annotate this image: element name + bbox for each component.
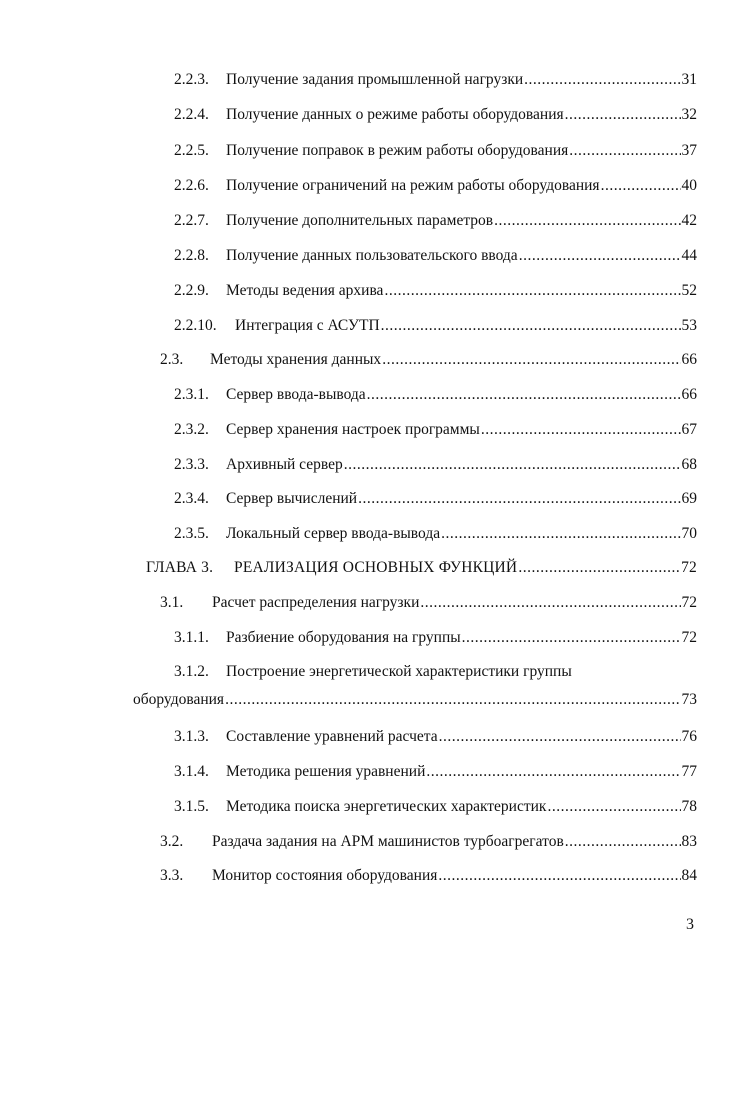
toc-leader-dots [462,628,681,648]
toc-entry-number: 3.1.5. [174,798,209,815]
toc-leader-dots [420,593,680,613]
toc-entry [160,866,697,886]
toc-leader-dots [344,455,681,475]
toc-entry-title: Методика решения уравнений [226,763,426,780]
toc-entry [174,176,697,196]
toc-entry-number: 2.2.8. [174,247,209,264]
toc-entry-page: 37 [681,142,697,159]
toc-entry [174,281,697,301]
toc-entry-page: 40 [681,177,697,194]
toc-leader-dots [524,70,680,90]
toc-leader-dots [481,420,681,440]
toc-leader-dots [381,316,681,336]
toc-entry [160,593,697,613]
toc-entry-number: 2.3.3. [174,456,209,473]
toc-entry [174,420,697,440]
toc-entry-page: 52 [681,282,697,299]
toc-entry [174,316,697,336]
toc-leader-dots [569,141,680,161]
toc-entry-number: 2.3.5. [174,525,209,542]
toc-leader-dots [358,489,680,509]
toc-entry-number: 3.1.1. [174,629,209,646]
toc-entry-number: 2.2.5. [174,142,209,159]
toc-entry-page: 66 [681,351,697,368]
toc-entry-page: 72 [681,559,697,576]
toc-entry-title: Получение ограничений на режим работы оборудования [226,177,600,194]
toc-entry-page: 84 [681,867,697,884]
toc-entry-page: 32 [681,106,697,123]
toc-leader-dots [601,176,681,196]
toc-entry [174,797,697,817]
toc-entry-number: 3.3. [160,867,184,884]
toc-leader-dots [225,690,680,710]
toc-entry-page: 73 [681,691,697,708]
toc-entry-title: Сервер хранения настроек программы [226,421,480,438]
toc-entry-title: Методы хранения данных [210,351,382,368]
toc-entry-title: Расчет распределения нагрузки [212,594,420,611]
toc-entry [174,141,697,161]
toc-entry [174,455,697,475]
toc-entry-page: 83 [681,833,697,850]
toc-entry-title: Получение поправок в режим работы оборудования [226,142,569,159]
toc-entry-title: Интеграция с АСУТП [235,317,380,334]
toc-entry-number: 3.2. [160,833,184,850]
toc-entry-title: Составление уравнений расчета [226,728,438,745]
toc-leader-dots [384,281,680,301]
toc-leader-dots [494,211,680,231]
toc-entry [174,762,697,782]
toc-entry-title: Построение энергетической характеристики группы [226,663,572,680]
toc-leader-dots [382,350,680,370]
toc-leader-dots [439,727,681,747]
toc-entry [160,350,697,370]
toc-entry [174,385,697,405]
page-number: 3 [686,916,694,933]
toc-entry-title: Получение задания промышленной нагрузки [226,71,524,88]
toc-entry-number: 2.2.10. [174,317,217,334]
toc-entry-page: 70 [681,525,697,542]
toc-entry-title: Методика поиска энергетических характеристик [226,798,547,815]
toc-entry-title: Сервер ввода-вывода [226,386,366,403]
toc-entry-number: ГЛАВА 3. [146,559,214,576]
toc-entry-title: Получение дополнительных параметров [226,212,494,229]
toc-entry-number: 3.1.4. [174,763,209,780]
toc-entry [174,246,697,266]
toc-entry-page: 69 [681,490,697,507]
toc-entry-page: 72 [681,594,697,611]
toc-entry [174,727,697,747]
toc-entry-title: Сервер вычислений [226,490,358,507]
toc-entry-page: 42 [681,212,697,229]
toc-entry [160,832,697,852]
toc-entry-page: 68 [681,456,697,473]
toc-entry-title-continuation: оборудования [133,691,225,708]
toc-entry [133,690,697,710]
toc-entry-title: Методы ведения архива [226,282,384,299]
toc-entry-number: 2.2.6. [174,177,209,194]
toc-entry-number: 3.1.2. [174,663,209,680]
toc-entry-number: 2.3.1. [174,386,209,403]
toc-leader-dots [565,105,681,125]
toc-leader-dots [367,385,681,405]
toc-entry-number: 2.3.4. [174,490,209,507]
toc-entry-title: РЕАЛИЗАЦИЯ ОСНОВНЫХ ФУНКЦИЙ [234,559,518,576]
toc-entry-number: 2.2.3. [174,71,209,88]
toc-entry-number: 2.2.9. [174,282,209,299]
toc-entry [174,211,697,231]
toc-entry-page: 67 [681,421,697,438]
toc-entry [174,70,697,90]
toc-entry-number: 3.1.3. [174,728,209,745]
toc-leader-dots [438,866,680,886]
toc-leader-dots [441,524,680,544]
toc-entry-title: Локальный сервер ввода-вывода [226,525,441,542]
toc-entry-number: 3.1. [160,594,184,611]
toc-entry-page: 78 [681,798,697,815]
toc-entry [174,489,697,509]
toc-entry-title: Получение данных о режиме работы оборудования [226,106,564,123]
toc-entry-first-line [174,662,572,682]
toc-entry-title: Получение данных пользовательского ввода [226,247,518,264]
toc-entry [174,628,697,648]
toc-entry [174,105,697,125]
toc-leader-dots [426,762,680,782]
toc-entry-number: 2.2.7. [174,212,209,229]
toc-entry-number: 2.3. [160,351,184,368]
toc-entry-page: 66 [681,386,697,403]
toc-entry-title: Монитор состояния оборудования [212,867,438,884]
toc-entry-title: Разбиение оборудования на группы [226,629,461,646]
toc-chapter-entry [146,558,697,578]
toc-entry-title: Раздача задания на АРМ машинистов турбоагрегатов [212,833,564,850]
toc-leader-dots [519,246,681,266]
toc-entry-number: 2.2.4. [174,106,209,123]
toc-entry-title: Архивный сервер [226,456,343,473]
toc-entry-number: 2.3.2. [174,421,209,438]
toc-leader-dots [547,797,680,817]
toc-entry-page: 44 [681,247,697,264]
toc-entry-page: 76 [681,728,697,745]
toc-entry-page: 72 [681,629,697,646]
toc-entry-page: 31 [681,71,697,88]
toc-leader-dots [518,558,680,578]
toc-leader-dots [565,832,681,852]
toc-entry [174,524,697,544]
toc-entry-page: 53 [681,317,697,334]
toc-entry-page: 77 [681,763,697,780]
